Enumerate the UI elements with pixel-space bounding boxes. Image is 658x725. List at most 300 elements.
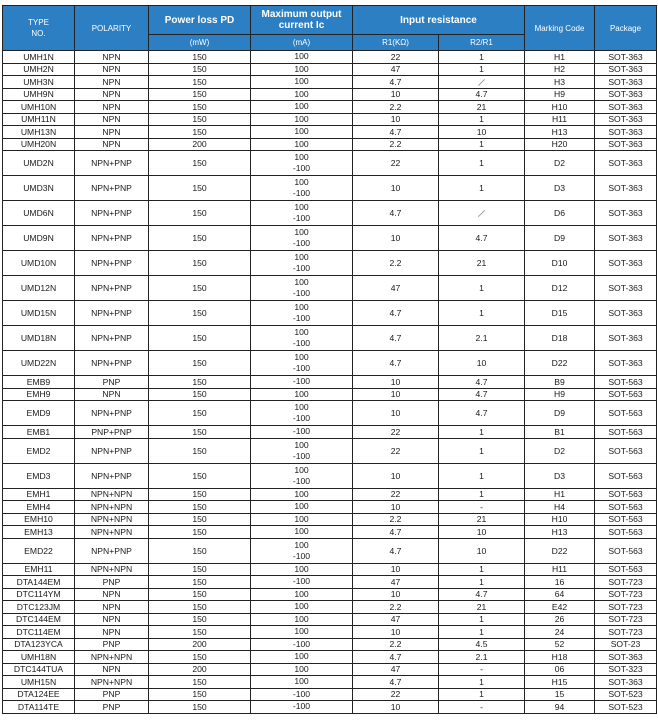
cell-marking-code: B9 [525,376,595,389]
ic-value: 100 [294,138,309,149]
table-row [3,388,657,401]
ic-value: 100 [294,352,309,362]
cell-marking-code: D9 [525,401,595,426]
cell-type: EMH13 [3,526,75,539]
cell-package: SOT-563 [595,563,657,576]
cell-r1: 22 [353,438,439,463]
cell-power-loss: 150 [149,113,251,126]
cell-power-loss: 150 [149,301,251,326]
cell-ic [251,401,353,426]
cell-ic [251,376,353,389]
cell-ic [251,426,353,439]
cell-r1: 10 [353,401,439,426]
header-polarity: POLARITY [75,6,149,51]
cell-power-loss: 150 [149,51,251,64]
cell-marking-code: D22 [525,538,595,563]
table-row [3,613,657,626]
table-row [3,463,657,488]
table-row [3,113,657,126]
cell-package: SOT-363 [595,176,657,201]
cell-type: EMH4 [3,501,75,514]
cell-polarity: NPN+PNP [75,201,149,226]
table-row [3,651,657,664]
cell-type: UMD10N [3,251,75,276]
cell-polarity: PNP [75,688,149,701]
table-row [3,76,657,89]
cell-r2-r1: 4.5 [439,638,525,651]
ic-value: 100 [294,651,309,662]
table-row [3,326,657,351]
ic-value: -100 [292,426,311,437]
cell-polarity: PNP [75,638,149,651]
table-body [3,51,657,714]
transistor-spec-sheet [2,5,656,714]
cell-polarity: NPN+PNP [75,401,149,426]
cell-power-loss: 150 [149,151,251,176]
cell-ic [251,276,353,301]
spec-table [2,5,657,714]
cell-package: SOT-363 [595,101,657,114]
table-row [3,626,657,639]
cell-type: UMD6N [3,201,75,226]
cell-r2-r1: 1 [439,438,525,463]
cell-type: UMH15N [3,676,75,689]
cell-r1: 47 [353,613,439,626]
cell-r1: 22 [353,51,439,64]
ic-value: 100 [294,563,309,574]
cell-type: DTC144EM [3,613,75,626]
cell-package: SOT-363 [595,63,657,76]
cell-marking-code: H9 [525,88,595,101]
cell-ic [251,113,353,126]
cell-ic [251,138,353,151]
cell-marking-code: D9 [525,226,595,251]
cell-r1: 4.7 [353,538,439,563]
cell-package: SOT-363 [595,326,657,351]
ic-value: 100 [294,302,309,312]
table-row [3,663,657,676]
table-row [3,376,657,389]
table-row [3,588,657,601]
cell-marking-code: 15 [525,688,595,701]
cell-r2-r1: - [439,701,525,714]
cell-r1: 10 [353,563,439,576]
cell-r2-r1: 1 [439,51,525,64]
cell-type: EMB1 [3,426,75,439]
cell-r2-r1: 1 [439,113,525,126]
cell-power-loss: 150 [149,426,251,439]
cell-type: UMD22N [3,351,75,376]
cell-marking-code: D12 [525,276,595,301]
cell-r1: 10 [353,176,439,201]
cell-r1: 10 [353,388,439,401]
cell-r1: 10 [353,626,439,639]
cell-power-loss: 200 [149,638,251,651]
table-row [3,576,657,589]
ic-value: 100 [294,327,309,337]
cell-ic [251,513,353,526]
cell-marking-code: H1 [525,51,595,64]
cell-power-loss: 150 [149,601,251,614]
unit-ic: (mA) [251,35,353,51]
ic-value: -100 [292,288,311,298]
cell-power-loss: 150 [149,576,251,589]
cell-r2-r1: 1 [439,138,525,151]
cell-package: SOT-363 [595,51,657,64]
ic-value: 100 [294,626,309,637]
cell-ic [251,251,353,276]
cell-power-loss: 200 [149,138,251,151]
cell-power-loss: 150 [149,376,251,389]
header-marking-code: Marking Code [525,6,595,51]
cell-power-loss: 150 [149,88,251,101]
cell-ic [251,101,353,114]
table-row [3,701,657,714]
cell-marking-code: H10 [525,513,595,526]
table-row [3,488,657,501]
cell-r2-r1: 1 [439,426,525,439]
cell-r1: 4.7 [353,351,439,376]
cell-type: EMD2 [3,438,75,463]
cell-polarity: NPN [75,113,149,126]
cell-power-loss: 150 [149,388,251,401]
cell-package: SOT-363 [595,351,657,376]
ic-value: 100 [294,539,309,550]
cell-ic [251,488,353,501]
cell-ic [251,701,353,714]
cell-type: UMD18N [3,326,75,351]
table-row [3,563,657,576]
cell-type: DTA123YCA [3,638,75,651]
cell-package: SOT-363 [595,113,657,126]
cell-marking-code: H18 [525,651,595,664]
cell-r2-r1: 1 [439,676,525,689]
cell-r2-r1: 10 [439,526,525,539]
cell-r1: 10 [353,501,439,514]
cell-marking-code: H11 [525,563,595,576]
cell-type: DTA124EE [3,688,75,701]
cell-r1: 10 [353,376,439,389]
table-row [3,251,657,276]
cell-polarity: NPN+PNP [75,326,149,351]
cell-r1: 47 [353,276,439,301]
cell-r1: 2.2 [353,101,439,114]
cell-polarity: NPN+PNP [75,438,149,463]
cell-r2-r1: 1 [439,276,525,301]
cell-package: SOT-563 [595,501,657,514]
cell-type: EMH10 [3,513,75,526]
ic-value: 100 [294,601,309,612]
ic-value: 100 [294,277,309,287]
ic-value: 100 [294,177,309,187]
cell-r2-r1: 4.7 [439,88,525,101]
cell-type: EMH9 [3,388,75,401]
cell-polarity: PNP+PNP [75,426,149,439]
header-power-loss: Power loss PD [149,6,251,35]
table-row [3,538,657,563]
cell-r1: 4.7 [353,676,439,689]
cell-polarity: PNP [75,701,149,714]
ic-value: -100 [292,413,311,423]
cell-type: EMD22 [3,538,75,563]
cell-power-loss: 150 [149,488,251,501]
cell-type: UMH9N [3,88,75,101]
cell-polarity: NPN [75,626,149,639]
ic-value: 100 [294,501,309,512]
cell-polarity: NPN [75,601,149,614]
cell-r2-r1: 1 [439,563,525,576]
cell-type: EMB9 [3,376,75,389]
cell-type: EMH11 [3,563,75,576]
cell-power-loss: 150 [149,76,251,89]
cell-polarity: NPN [75,126,149,139]
cell-r1: 10 [353,88,439,101]
header-package: Package [595,6,657,51]
cell-polarity: NPN+NPN [75,501,149,514]
cell-r2-r1: 1 [439,301,525,326]
cell-r1: 10 [353,463,439,488]
table-row [3,426,657,439]
cell-type: EMH1 [3,488,75,501]
cell-r1: 10 [353,588,439,601]
cell-power-loss: 150 [149,438,251,463]
cell-r2-r1: 4.7 [439,226,525,251]
cell-marking-code: 06 [525,663,595,676]
table-row [3,51,657,64]
ic-value: 100 [294,439,309,450]
cell-ic [251,526,353,539]
cell-r2-r1: 21 [439,513,525,526]
cell-r1: 22 [353,426,439,439]
cell-r1: 22 [353,688,439,701]
header-type: TYPE NO. [3,6,75,51]
cell-r2-r1 [439,76,525,89]
ic-value: -100 [292,450,311,461]
cell-package: SOT-563 [595,438,657,463]
cell-r2-r1: - [439,501,525,514]
cell-r2-r1: 1 [439,63,525,76]
cell-r2-r1: 2.1 [439,326,525,351]
cell-power-loss: 150 [149,226,251,251]
ic-value: -100 [292,688,311,699]
cell-package: SOT-363 [595,126,657,139]
cell-package: SOT-323 [595,663,657,676]
cell-power-loss: 150 [149,501,251,514]
cell-r2-r1: 4.7 [439,388,525,401]
table-header [3,6,657,51]
cell-ic [251,226,353,251]
cell-ic [251,201,353,226]
table-row [3,101,657,114]
cell-power-loss: 150 [149,688,251,701]
ic-value: 100 [294,51,309,62]
not-applicable-slash-icon [478,79,485,86]
cell-ic [251,638,353,651]
cell-r2-r1: 1 [439,176,525,201]
cell-ic [251,88,353,101]
cell-r2-r1: 10 [439,126,525,139]
cell-ic [251,538,353,563]
cell-polarity: NPN+NPN [75,676,149,689]
cell-r2-r1 [439,201,525,226]
cell-package: SOT-363 [595,676,657,689]
cell-power-loss: 150 [149,401,251,426]
cell-power-loss: 150 [149,676,251,689]
table-row [3,88,657,101]
cell-package: SOT-723 [595,601,657,614]
cell-package: SOT-723 [595,613,657,626]
table-row [3,601,657,614]
cell-ic [251,676,353,689]
cell-polarity: NPN [75,613,149,626]
cell-polarity: NPN+NPN [75,651,149,664]
ic-value: 100 [294,63,309,74]
cell-type: UMH1N [3,51,75,64]
cell-power-loss: 150 [149,176,251,201]
cell-ic [251,651,353,664]
cell-ic [251,613,353,626]
cell-marking-code: H3 [525,76,595,89]
ic-value: -100 [292,213,311,223]
table-row [3,276,657,301]
ic-value: 100 [294,113,309,124]
cell-r2-r1: 4.7 [439,376,525,389]
ic-value: -100 [292,188,311,198]
cell-r2-r1: 10 [439,351,525,376]
cell-power-loss: 150 [149,463,251,488]
cell-type: UMD3N [3,176,75,201]
cell-polarity: NPN [75,138,149,151]
cell-marking-code: 26 [525,613,595,626]
cell-r1: 2.2 [353,513,439,526]
cell-r2-r1: 21 [439,601,525,614]
cell-type: DTC144TUA [3,663,75,676]
cell-r2-r1: 1 [439,688,525,701]
cell-r2-r1: 1 [439,576,525,589]
table-row [3,501,657,514]
cell-type: UMD12N [3,276,75,301]
cell-power-loss: 150 [149,513,251,526]
cell-package: SOT-363 [595,151,657,176]
cell-marking-code: H4 [525,501,595,514]
cell-type: UMH2N [3,63,75,76]
cell-power-loss: 150 [149,251,251,276]
cell-marking-code: 24 [525,626,595,639]
ic-value: -100 [292,163,311,173]
cell-package: SOT-523 [595,701,657,714]
table-row [3,401,657,426]
cell-r1: 47 [353,576,439,589]
ic-value: 100 [294,526,309,537]
cell-power-loss: 150 [149,538,251,563]
cell-marking-code: D18 [525,326,595,351]
cell-r1: 47 [353,663,439,676]
cell-marking-code: H9 [525,388,595,401]
cell-marking-code: D22 [525,351,595,376]
cell-power-loss: 150 [149,201,251,226]
ic-value: 100 [294,76,309,87]
ic-value: 100 [294,252,309,262]
cell-ic [251,76,353,89]
cell-polarity: PNP [75,576,149,589]
ic-value: -100 [292,475,311,486]
cell-marking-code: H2 [525,63,595,76]
cell-package: SOT-523 [595,688,657,701]
cell-type: EMD9 [3,401,75,426]
cell-power-loss: 150 [149,701,251,714]
cell-package: SOT-563 [595,376,657,389]
ic-value: 100 [294,613,309,624]
cell-r1: 22 [353,488,439,501]
cell-package: SOT-723 [595,576,657,589]
ic-value: 100 [294,513,309,524]
cell-r1: 2.2 [353,138,439,151]
cell-polarity: NPN+NPN [75,563,149,576]
cell-r1: 2.2 [353,638,439,651]
ic-value: 100 [294,388,309,399]
ic-value: -100 [292,238,311,248]
cell-polarity: NPN [75,51,149,64]
unit-ratio: R2/R1 [439,35,525,51]
cell-polarity: NPN [75,663,149,676]
header-input-resistance: Input resistance [353,6,525,35]
cell-marking-code: H1 [525,488,595,501]
cell-polarity: NPN+PNP [75,463,149,488]
ic-value: -100 [292,576,311,587]
cell-type: UMD2N [3,151,75,176]
cell-package: SOT-363 [595,226,657,251]
cell-r1: 4.7 [353,201,439,226]
cell-ic [251,63,353,76]
cell-polarity: NPN [75,88,149,101]
cell-r2-r1: 4.7 [439,401,525,426]
cell-type: DTC123JM [3,601,75,614]
cell-polarity: NPN+PNP [75,301,149,326]
cell-marking-code: E42 [525,601,595,614]
table-row [3,176,657,201]
cell-marking-code: D10 [525,251,595,276]
ic-value: -100 [292,550,311,561]
table-row [3,301,657,326]
cell-type: UMD9N [3,226,75,251]
cell-power-loss: 150 [149,351,251,376]
cell-power-loss: 150 [149,101,251,114]
cell-power-loss: 150 [149,626,251,639]
cell-r1: 4.7 [353,126,439,139]
cell-ic [251,126,353,139]
cell-r2-r1: 1 [439,626,525,639]
cell-r1: 4.7 [353,651,439,664]
ic-value: -100 [292,338,311,348]
cell-marking-code: D3 [525,463,595,488]
ic-value: 100 [294,202,309,212]
cell-ic [251,588,353,601]
table-row [3,513,657,526]
not-applicable-slash-icon [478,210,485,217]
cell-package: SOT-363 [595,651,657,664]
cell-r1: 2.2 [353,251,439,276]
cell-r1: 10 [353,113,439,126]
cell-ic [251,501,353,514]
cell-package: SOT-563 [595,538,657,563]
cell-marking-code: D2 [525,438,595,463]
table-row [3,201,657,226]
cell-package: SOT-363 [595,251,657,276]
cell-type: UMD15N [3,301,75,326]
cell-power-loss: 150 [149,276,251,301]
cell-type: DTA114TE [3,701,75,714]
ic-value: -100 [292,638,311,649]
